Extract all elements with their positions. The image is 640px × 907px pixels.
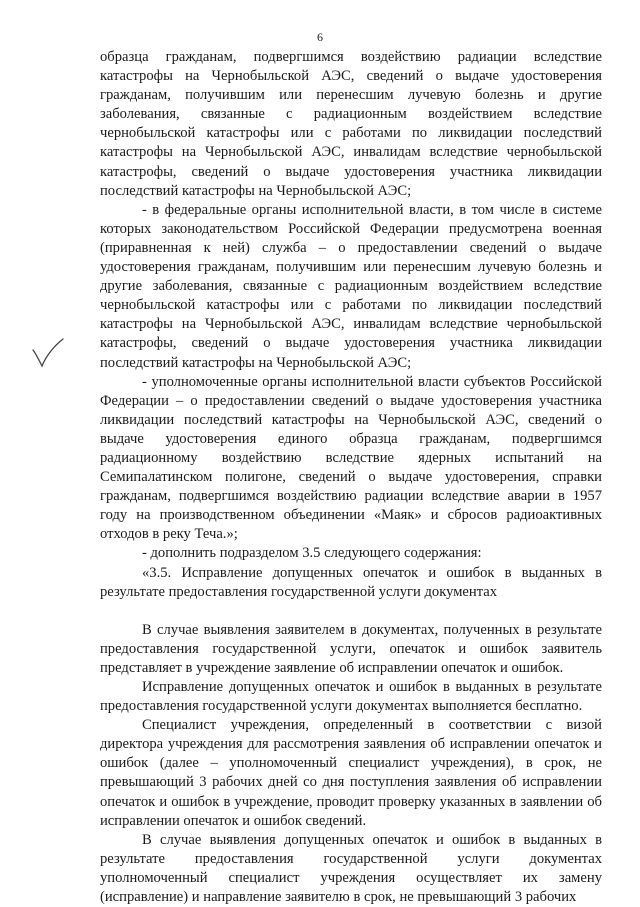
paragraph: образца гражданам, подвергшимся воздействию радиации вследствие катастрофы на Чернобыльской АЭС, сведений о выдаче удостоверения гражданам, получившим или перенесшим лучевую болезнь и другие заболевания, связанные с радиационным воздействием вследствие чернобыльской катастрофы или с работами по ликвидации последствий катастрофы на Чернобыльской АЭС, инвалидам вследствие чернобыльской катастрофы, сведений о выдаче удостоверения участника ликвидации последствий катастрофы на Чернобыльской АЭС; bbox=[100, 49, 602, 199]
paragraph: Исправление допущенных опечаток и ошибок в выданных в результате предоставления государственной услуги документах выполняется бесплатно. bbox=[100, 679, 602, 715]
section-heading: «3.5. Исправление допущенных опечаток и ошибок в выданных в результате предоставления государственной услуги документах bbox=[100, 564, 602, 600]
paragraph: - дополнить подразделом 3.5 следующего содержания: bbox=[142, 545, 482, 562]
handwritten-check-mark bbox=[30, 336, 66, 370]
paragraph: В случае выявления заявителем в документах, полученных в результате предоставления государственной услуги, опечаток и ошибок заявитель представляет в учреждение заявление об исправлении опечаток и ошибок. bbox=[100, 621, 602, 676]
paragraph: В случае выявления допущенных опечаток и ошибок в выданных в результате предоставления государственной услуги документах уполномоченный специалист учреждения осуществляет их замену (исправление) и направление заявителю в срок, не превышающий 3 рабочих bbox=[100, 831, 602, 906]
paragraph: Специалист учреждения, определенный в соответствии с визой директора учреждения для рассмотрения заявления об исправлении опечаток и ошибок (далее – уполномоченный специалист учреждения), в срок, не превышающий 3 рабочих дней со дня поступления заявления об исправлении опечаток и ошибок в учреждение, проводит проверку указанных в заявлении об исправлении опечаток и ошибок сведений. bbox=[100, 717, 602, 829]
page-number: 6 bbox=[317, 30, 323, 44]
document-body bbox=[100, 48, 602, 907]
paragraph: - в федеральные органы исполнительной власти, в том числе в системе которых законодательством Российской Федерации предусмотрена военная (приравненная к ней) служба – о предоставлении сведений о выдаче удостоверения гражданам, получившим или перенесшим лучевую болезнь и другие заболевания, связанные с радиационным воздействием вследствие чернобыльской катастрофы или с работами по ликвидации последствий катастрофы на Чернобыльской АЭС, инвалидам вследствие чернобыльской катастрофы, сведений о выдаче удостоверения участника ликвидации последствий катастрофы на Чернобыльской АЭС; bbox=[100, 201, 602, 371]
paragraph: - уполномоченные органы исполнительной власти субъектов Российской Федерации – о предоставлении сведений о выдаче удостоверения участника ликвидации последствий катастрофы на Чернобыльской АЭС, сведений о выдаче удостоверения единого образца гражданам, подвергшимся радиационному воздействию вследствие ядерных испытаний на Семипалатинском полигоне, сведений о выдаче удостоверения, справки гражданам, подвергшимся воздействию радиации вследствие аварии в 1957 году на производственном объединении «Маяк» и сбросов радиоактивных отходов в реку Теча.»; bbox=[100, 373, 602, 543]
